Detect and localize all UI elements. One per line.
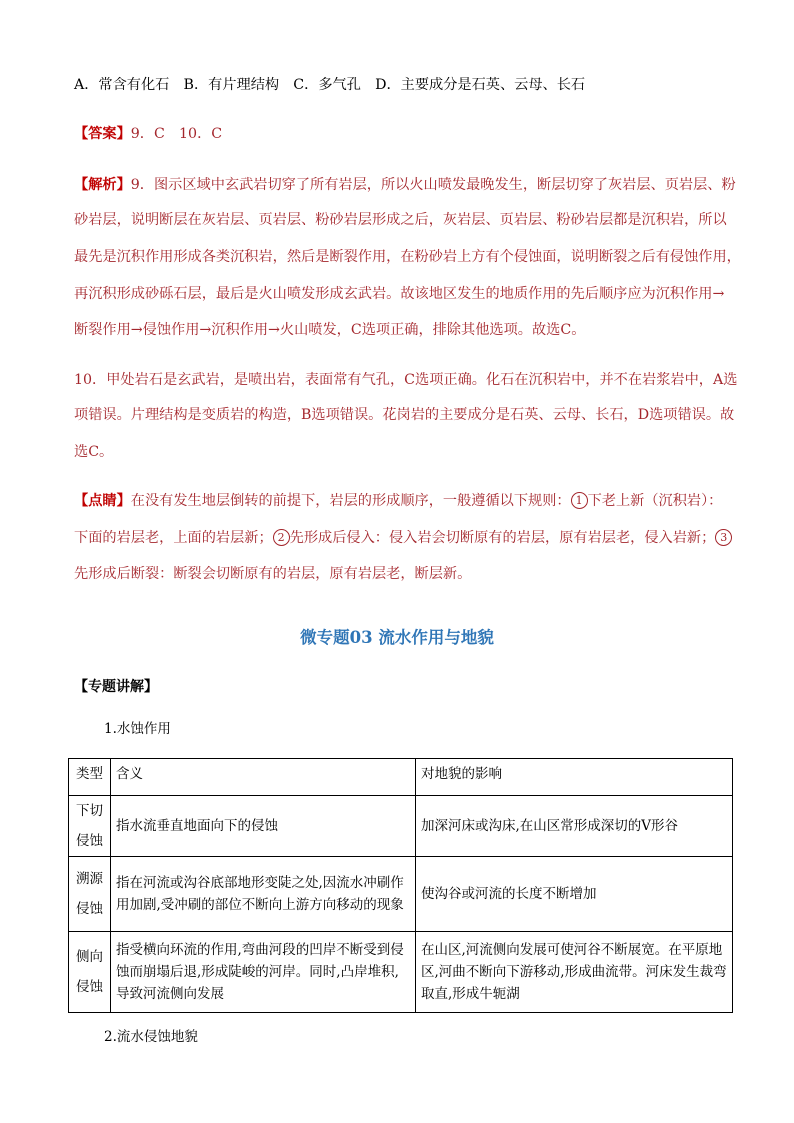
answer-tag: 【答案】 (74, 126, 131, 142)
table-row (69, 857, 733, 932)
type-label-1: 侧向 (76, 949, 103, 965)
table-row (69, 796, 733, 857)
analysis-q10-line-3: 选C。 (74, 444, 114, 460)
tip-text-2a: 下面的岩层老，上面的岩层新； (74, 530, 273, 546)
tip-text-1b: 下老上新（沉积岩）： (587, 493, 723, 509)
table-row (69, 932, 733, 1013)
analysis-line-4: 再沉积形成砂砾石层，最后是火山喷发形成玄武岩。故该地区发生的地质作用的先后顺序应为沉积作用→ (74, 286, 725, 302)
tip-line-3: 先形成后断裂：断裂会切断原有的岩层，原有岩层老，断层新。 (74, 566, 472, 582)
analysis-line-3: 最先是沉积作用形成各类沉积岩，然后是断裂作用，在粉砂岩上方有个侵蚀面，说明断裂之后有侵蚀作用， (74, 249, 741, 265)
subsection-2-heading: 2.流水侵蚀地貌 (104, 1029, 198, 1045)
circled-number-3: 3 (715, 529, 732, 546)
analysis-text-1: 9．图示区域中玄武岩切穿了所有岩层，所以火山喷发最晚发生，断层切穿了灰岩层、页岩层、粉 (130, 177, 736, 193)
header-meaning: 含义 (111, 759, 416, 796)
answer-line (74, 124, 222, 144)
type-label-2: 侵蚀 (76, 833, 103, 849)
water-erosion-table (68, 758, 733, 1013)
analysis-tag: 【解析】 (74, 177, 131, 193)
effect-cell: 在山区,河流侧向发展可使河谷不断展宽。在平原地区,河曲不断向下游移动,形成曲流带。河床发生裁弯取直,形成牛轭湖 (416, 932, 733, 1013)
header-type: 类型 (69, 759, 111, 796)
answer-text: 9．C 10．C (130, 126, 223, 142)
tip-text-2b: 先形成后侵入：侵入岩会切断原有的岩层，原有岩层老，侵入岩新； (289, 530, 716, 546)
question-10-options: A．常含有化石 B．有片理结构 C．多气孔 D．主要成分是石英、云母、长石 (74, 77, 586, 93)
effect-cell: 使沟谷或河流的长度不断增加 (416, 857, 733, 932)
analysis-line-2: 砂岩层，说明断层在灰岩层、页岩层、粉砂岩层形成之后，灰岩层、页岩层、粉砂岩层都是沉积岩，所以 (74, 212, 727, 228)
analysis-q10-line-1: 10．甲处岩石是玄武岩，是喷出岩，表面常有气孔，C选项正确。化石在沉积岩中，并不在岩浆岩中，A选 (74, 372, 738, 388)
type-cell (69, 932, 111, 1013)
effect-cell: 加深河床或沟床,在山区常形成深切的V形谷 (416, 796, 733, 857)
tip-tag: 【点睛】 (74, 493, 131, 509)
type-label-1: 下切 (76, 803, 103, 819)
subsection-1-heading: 1.水蚀作用 (104, 721, 171, 737)
analysis-line-5: 断裂作用→侵蚀作用→沉积作用→火山喷发，C选项正确，排除其他选项。故选C。 (74, 322, 586, 338)
circled-number-2: 2 (273, 529, 290, 546)
type-label-1: 溯源 (76, 871, 103, 887)
table-header-row (69, 759, 733, 796)
type-cell (69, 796, 111, 857)
tip-line-1 (74, 491, 722, 511)
header-effect: 对地貌的影响 (416, 759, 733, 796)
meaning-cell: 指在河流或沟谷底部地形变陡之处,因流水冲刷作用加剧,受冲刷的部位不断向上游方向移动的现象 (111, 857, 416, 932)
tip-line-2 (74, 528, 732, 548)
analysis-line-1 (74, 175, 736, 195)
analysis-q10-line-2: 项错误。片理结构是变质岩的构造，B选项错误。花岗岩的主要成分是石英、云母、长石，D选项错误。故 (74, 407, 735, 423)
tip-text-1a: 在没有发生地层倒转的前提下，岩层的形成顺序，一般遵循以下规则： (130, 493, 571, 509)
circled-number-1: 1 (571, 492, 588, 509)
type-label-2: 侵蚀 (76, 979, 103, 995)
section-title: 微专题03 流水作用与地貌 (300, 628, 494, 647)
type-cell (69, 857, 111, 932)
meaning-cell: 指受横向环流的作用,弯曲河段的凹岸不断受到侵蚀而崩塌后退,形成陡峻的河岸。同时,凸岸堆积,导致河流侧向发展 (111, 932, 416, 1013)
type-label-2: 侵蚀 (76, 901, 103, 917)
meaning-cell: 指水流垂直地面向下的侵蚀 (111, 796, 416, 857)
topic-heading: 【专题讲解】 (74, 679, 158, 695)
